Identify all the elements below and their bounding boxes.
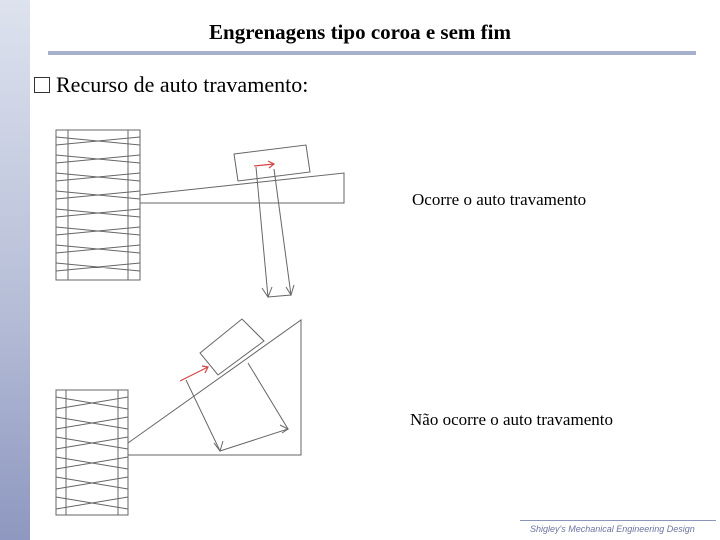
- bullet-item: [34, 72, 308, 98]
- worm-body-top: [56, 130, 140, 280]
- diagram-self-locking: [48, 125, 358, 310]
- caption-self-locking: Ocorre o auto travamento: [412, 190, 587, 209]
- bullet-text: Recurso de auto travamento:: [56, 72, 309, 97]
- caption-non-self-locking: Não ocorre o auto travamento: [410, 410, 613, 429]
- footer-credit: Shigley's Mechanical Engineering Design: [530, 524, 695, 534]
- title-rule: [48, 51, 696, 55]
- friction-arrow-bottom: [180, 366, 208, 381]
- worm-body-bottom: [56, 390, 128, 515]
- slide-title: Engrenagens tipo coroa e sem fim: [209, 20, 511, 44]
- bullet-box-icon: [34, 77, 50, 93]
- block-bottom: [200, 319, 264, 375]
- friction-arrow-top: [254, 161, 274, 168]
- slide-sidebar: [0, 0, 30, 540]
- footer-rule: [520, 520, 716, 521]
- diagram-non-self-locking: [48, 315, 318, 520]
